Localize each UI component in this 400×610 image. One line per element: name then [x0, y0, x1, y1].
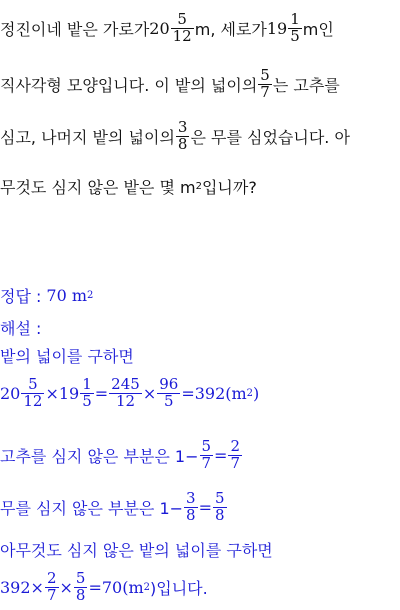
numerator: 5: [177, 9, 187, 28]
problem-text: 무것도 심지 않은 밭은 몇 m: [0, 177, 196, 197]
operator: =: [214, 445, 228, 465]
height-whole: 19: [266, 18, 288, 38]
denominator: 5: [290, 26, 300, 45]
problem-line-2: [0, 64, 340, 104]
numerator: 1: [290, 9, 300, 28]
result: =392(m: [181, 383, 247, 403]
result: ): [253, 383, 260, 403]
numerator: 1: [82, 374, 92, 393]
solution-step-2: [0, 432, 243, 478]
denominator: 12: [172, 26, 192, 45]
solution-step-4: [0, 536, 273, 562]
problem-text: m인: [302, 19, 334, 39]
answer-line: [0, 282, 93, 308]
numerator: 5: [260, 65, 270, 84]
problem-text: 심고, 나머지 밭의 넓이의: [0, 127, 175, 147]
step-text: 무를 심지 않은 부분은 1−: [0, 498, 184, 518]
numerator: 5: [215, 488, 225, 507]
width-whole: 20: [149, 18, 170, 38]
solution-step-1: [0, 342, 134, 368]
width-fraction: [171, 9, 194, 45]
denominator: 7: [46, 585, 57, 604]
fraction: [184, 488, 198, 524]
numerator: 2: [230, 436, 240, 455]
superscript: 2: [246, 387, 254, 399]
radish-fraction: [176, 117, 190, 153]
fraction: [213, 488, 227, 524]
result: =70(m: [88, 577, 144, 597]
problem-text: 는 고추를: [272, 75, 340, 95]
final-equation: [0, 564, 208, 610]
answer-label: 정답 :: [0, 286, 42, 306]
numerator: 5: [201, 436, 212, 455]
numerator: 245: [111, 374, 140, 393]
denominator: 5: [163, 391, 174, 410]
explanation-label: [0, 314, 41, 340]
equation-area: [0, 370, 259, 416]
step-text: 고추를 심지 않은 부분은 1−: [0, 446, 199, 466]
fraction: [45, 568, 59, 604]
operator: =: [94, 383, 109, 403]
step-text: 아무것도 심지 않은 밭의 넓이를 구하면: [0, 540, 273, 560]
pepper-fraction: [258, 65, 272, 101]
fraction: [74, 568, 88, 604]
denominator: 8: [75, 585, 86, 604]
problem-text: 직사각형 모양입니다. 이 밭의 넓이의: [0, 75, 258, 95]
problem-line-1: [0, 8, 334, 48]
denominator: 5: [82, 391, 92, 410]
step-text: 밭의 넓이를 구하면: [0, 346, 134, 366]
superscript: 2: [87, 289, 94, 301]
denominator: 12: [23, 391, 43, 410]
denominator: 8: [177, 134, 188, 153]
problem-text: 정진이네 밭은 가로가: [0, 19, 150, 39]
problem-text: 입니까?: [201, 177, 257, 197]
fraction: [80, 374, 94, 410]
numerator: 3: [186, 488, 196, 507]
problem-text: 은 무를 심었습니다. 아: [190, 127, 350, 147]
numerator: 96: [159, 374, 179, 393]
answer-value: 70 m: [46, 285, 88, 305]
denominator: 7: [201, 453, 212, 472]
fraction: [200, 436, 214, 472]
numerator: 5: [28, 374, 38, 393]
number: 392×: [0, 577, 44, 597]
fraction: [228, 436, 242, 472]
fraction: [109, 374, 142, 410]
denominator: 8: [215, 505, 225, 524]
result: )입니다.: [150, 578, 208, 598]
denominator: 7: [260, 82, 270, 101]
explanation-text: 해설 :: [0, 318, 42, 338]
number: 20: [0, 383, 21, 403]
fraction: [157, 374, 180, 410]
numerator: 3: [177, 117, 188, 136]
problem-line-4: [0, 170, 257, 202]
fraction: [21, 374, 44, 410]
denominator: 7: [230, 453, 240, 472]
operator: ×: [59, 577, 73, 597]
denominator: 8: [186, 505, 196, 524]
problem-text: m, 세로가: [194, 19, 267, 39]
numerator: 5: [75, 568, 86, 587]
problem-line-3: [0, 116, 350, 156]
numerator: 2: [46, 568, 57, 587]
denominator: 12: [115, 391, 136, 410]
operator: ×: [142, 383, 157, 403]
superscript: 2: [195, 180, 202, 192]
operator: =: [198, 497, 212, 517]
height-fraction: [288, 9, 302, 45]
operator: ×: [45, 383, 59, 403]
number: 19: [58, 383, 80, 403]
solution-step-3: [0, 484, 228, 530]
superscript: 2: [143, 581, 151, 593]
